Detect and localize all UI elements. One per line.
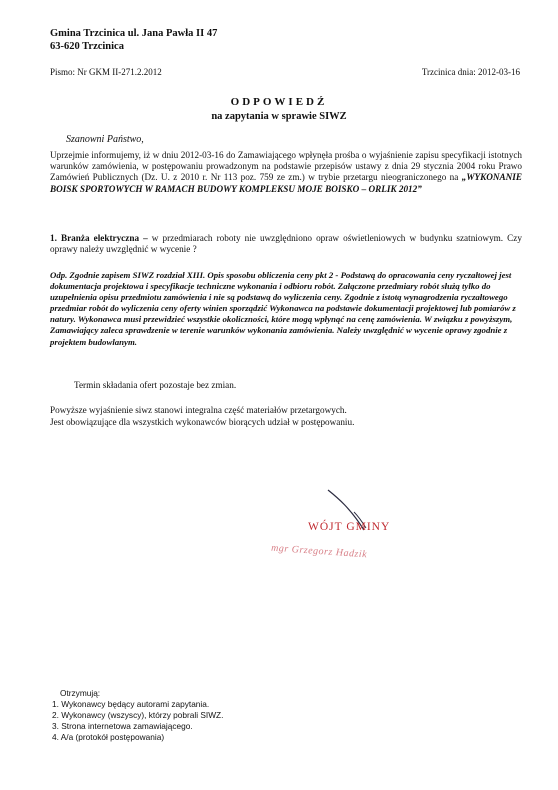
deadline-note: Termin składania ofert pozostaje bez zmian. [74, 380, 237, 390]
sender-address [50, 27, 217, 53]
tender-name: „WYKONANIE BOISK SPORTOWYCH W RAMACH BUDOWY KOMPLEKSU MOJE BOISKO – ORLIK 2012” [50, 172, 522, 194]
sender-line-2: 63-620 Trzcinica [50, 41, 124, 52]
reference-line [50, 67, 520, 77]
reference-number: Pismo: Nr GKM II-271.2.2012 [50, 67, 162, 77]
document-subtitle: na zapytania w sprawie SIWZ [211, 111, 347, 122]
closing-line-1: Powyższe wyjaśnienie siwz stanowi integralna część materiałów przetargowych. [50, 405, 347, 415]
recipient-item: 2. Wykonawcy (wszyscy), którzy pobrali SIWZ. [52, 710, 224, 720]
question-1 [50, 233, 522, 255]
greeting: Szanowni Państwo, [66, 134, 144, 145]
recipient-item: 1. Wykonawcy będący autorami zapytania. [52, 699, 210, 709]
closing-paragraph [50, 405, 522, 428]
question-1-lead: 1. Branża elektryczna – [50, 233, 148, 243]
place-date: Trzcinica dnia: 2012-03-16 [421, 67, 520, 77]
recipients-block [52, 688, 224, 743]
stamp-title: WÓJT GMINY [308, 521, 391, 533]
intro-text: Uprzejmie informujemy, iż w dniu 2012-03-16 do Zamawiającego wpłynęła prośba o wyjaśnienie zapisu specyfikacji istotnych warunków zamówienia, w postępowaniu prowadzonym na podstawie przepisów ustawy z dnia 29 stycznia 2004 roku Prawo Zamówień Publicznych (Dz. U. z 2010 r. Nr 113 poz. 759 ze zm.) w trybie przetargu nieograniczonego na [50, 150, 522, 183]
question-1-text: w przedmiarach roboty nie uwzględniono opraw oświetleniowych w budynku szatniowym. Czy oprawy należy uwzględnić w wycenie ? [50, 233, 522, 255]
closing-line-2: Jest obowiązujące dla wszystkich wykonawców biorących udział w postępowaniu. [50, 416, 355, 427]
recipients-heading: Otrzymują: [60, 688, 101, 698]
intro-paragraph [50, 150, 522, 195]
sender-line-1: Gmina Trzcinica ul. Jana Pawła II 47 [50, 28, 218, 39]
stamp-name: mgr Grzegorz Hadzik [270, 542, 368, 561]
recipient-item: 4. A/a (protokół postępowania) [52, 732, 165, 742]
answer-1: Odp. Zgodnie zapisem SIWZ rozdział XIII. Opis sposobu obliczenia ceny pkt 2 - Podstawą do opracowania ceny ryczałtowej jest dokumentacja projektowa i specyfikacje techniczne wykonania i odbioru robót. Załączone przedmiary robót służą tylko do uzupełnienia opisu przedmiotu zamówienia i nie są podstawą do wyliczenia ceny. Zgodnie z istotą wynagrodzenia ryczałtowego przedmiar robót do wyliczenia ceny oferty winien sporządzić Wykonawca na podstawie dokumentacji projektowej lub pomiarów z natury. Wykonawca musi przewidzieć wszystkie okoliczności, które mogą wpłynąć na cenę zamówienia. W związku z powyższym, Zamawiający zaleca sprawdzenie w terenie warunków wykonania zamówienia. Należy uwzględnić w wycenie oprawy zgodnie z projektem budowlanym. [50, 270, 516, 347]
recipient-item: 3. Strona internetowa zamawiającego. [52, 721, 193, 731]
document-title: ODPOWIEDŹ [230, 96, 328, 108]
